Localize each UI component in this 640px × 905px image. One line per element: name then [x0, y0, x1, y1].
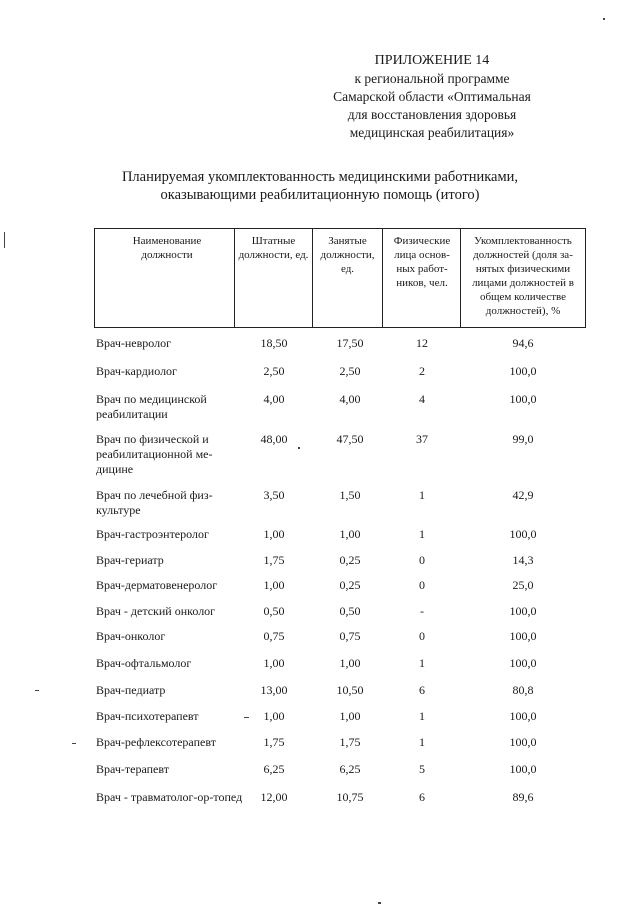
scan-speck — [298, 447, 300, 449]
row-percent: 100,0 — [509, 527, 537, 541]
scan-speck — [244, 717, 249, 718]
row-name: Врач-рефлексотерапевт — [96, 735, 216, 749]
row-persons: 5 — [419, 762, 425, 776]
row-persons: - — [420, 604, 424, 618]
row-percent: 89,6 — [512, 790, 534, 804]
row-occupied: 1,00 — [339, 709, 361, 723]
row-persons: 4 — [419, 392, 425, 406]
row-percent: 100,0 — [509, 709, 537, 723]
row-name: Врач-офтальмолог — [96, 656, 192, 670]
row-percent: 100,0 — [509, 604, 537, 618]
row-occupied: 47,50 — [336, 432, 364, 446]
row-persons: 1 — [419, 735, 425, 749]
row-persons: 6 — [419, 790, 425, 804]
row-staff: 1,00 — [263, 527, 285, 541]
column-divider — [382, 229, 383, 327]
appendix-line-2: Самарской области «Оптимальная — [333, 89, 531, 104]
row-persons: 0 — [419, 629, 425, 643]
header-name: Наименование должности — [132, 235, 202, 261]
row-staff: 48,00 — [260, 432, 288, 446]
row-occupied: 0,25 — [339, 578, 361, 592]
title-line-2: оказывающими реабилитационную помощь (итого) — [160, 187, 480, 203]
row-staff: 12,00 — [260, 790, 288, 804]
row-percent: 42,9 — [512, 488, 534, 502]
row-percent: 100,0 — [509, 656, 537, 670]
row-occupied: 2,50 — [339, 364, 361, 378]
row-persons: 37 — [416, 432, 428, 446]
row-staff: 1,00 — [263, 578, 285, 592]
row-occupied: 1,75 — [339, 735, 361, 749]
appendix-line-4: медицинская реабилитация» — [349, 125, 515, 140]
row-name: Врач-дерматовенеролог — [96, 578, 218, 592]
row-staff: 6,25 — [263, 762, 285, 776]
row-name: Врач-гериатр — [96, 553, 164, 567]
scan-speck — [35, 690, 39, 691]
row-occupied: 17,50 — [336, 336, 364, 350]
header-persons: Физические лица основ-ных работ-ников, чел. — [393, 235, 451, 289]
row-percent: 94,6 — [512, 336, 534, 350]
column-divider — [460, 229, 461, 327]
row-persons: 1 — [419, 656, 425, 670]
row-percent: 14,3 — [512, 553, 534, 567]
row-name: Врач-кардиолог — [96, 364, 177, 378]
row-name: Врач-педиатр — [96, 683, 166, 697]
row-persons: 1 — [419, 709, 425, 723]
row-name: Врач по физической и реабилитационной ме-дицине — [96, 432, 213, 476]
row-occupied: 0,75 — [339, 629, 361, 643]
row-percent: 99,0 — [512, 432, 534, 446]
row-occupied: 0,50 — [339, 604, 361, 618]
row-staff: 18,50 — [260, 336, 288, 350]
row-persons: 0 — [419, 578, 425, 592]
appendix-line-1: к региональной программе — [354, 71, 510, 86]
scan-speck — [4, 232, 5, 248]
row-percent: 25,0 — [512, 578, 534, 592]
row-occupied: 10,50 — [336, 683, 364, 697]
row-staff: 4,00 — [263, 392, 285, 406]
row-occupied: 10,75 — [336, 790, 364, 804]
row-staff: 0,75 — [263, 629, 285, 643]
row-occupied: 1,00 — [339, 656, 361, 670]
header-staff: Штатные должности, ед. — [238, 235, 309, 261]
row-staff: 3,50 — [263, 488, 285, 502]
scan-speck — [603, 18, 605, 20]
row-persons: 12 — [416, 336, 428, 350]
row-name: Врач по медицинской реабилитации — [96, 392, 207, 421]
scan-speck — [72, 743, 76, 744]
row-persons: 0 — [419, 553, 425, 567]
row-name: Врач - травматолог-ор-топед — [96, 790, 243, 804]
row-name: Врач-психотерапевт — [96, 709, 199, 723]
row-name: Врач по лечебной физ-культуре — [96, 488, 213, 517]
appendix-block — [282, 52, 582, 142]
row-persons: 6 — [419, 683, 425, 697]
row-occupied: 1,00 — [339, 527, 361, 541]
row-name: Врач-онколог — [96, 629, 166, 643]
row-occupied: 6,25 — [339, 762, 361, 776]
row-percent: 100,0 — [509, 364, 537, 378]
row-percent: 100,0 — [509, 392, 537, 406]
row-staff: 1,75 — [263, 735, 285, 749]
column-divider — [312, 229, 313, 327]
column-divider — [234, 229, 235, 327]
title-line-1: Планируемая укомплектованность медицинскими работниками, — [121, 169, 519, 185]
row-persons: 2 — [419, 364, 425, 378]
appendix-line-3: для восстановления здоровья — [347, 107, 517, 122]
row-name: Врач - детский онколог — [96, 604, 216, 618]
header-percent: Укомплектованность должностей (доля за-нятых физическими лицами должностей в общем количестве должностей), % — [472, 235, 574, 317]
row-occupied: 0,25 — [339, 553, 361, 567]
row-persons: 1 — [419, 527, 425, 541]
row-name: Врач-гастроэнтеролог — [96, 527, 209, 541]
appendix-heading: ПРИЛОЖЕНИЕ 14 — [374, 53, 490, 68]
row-occupied: 1,50 — [339, 488, 361, 502]
row-staff: 1,00 — [263, 709, 285, 723]
row-name: Врач-терапевт — [96, 762, 169, 776]
table-header — [94, 228, 586, 328]
row-percent: 100,0 — [509, 762, 537, 776]
scan-speck — [378, 902, 381, 904]
row-occupied: 4,00 — [339, 392, 361, 406]
row-persons: 1 — [419, 488, 425, 502]
row-percent: 100,0 — [509, 735, 537, 749]
row-staff: 1,00 — [263, 656, 285, 670]
row-staff: 2,50 — [263, 364, 285, 378]
header-occupied: Занятые должности, ед. — [320, 235, 375, 275]
row-staff: 1,75 — [263, 553, 285, 567]
row-percent: 80,8 — [512, 683, 534, 697]
row-staff: 13,00 — [260, 683, 288, 697]
row-name: Врач-невролог — [96, 336, 172, 350]
document-title — [100, 168, 540, 204]
row-staff: 0,50 — [263, 604, 285, 618]
row-percent: 100,0 — [509, 629, 537, 643]
